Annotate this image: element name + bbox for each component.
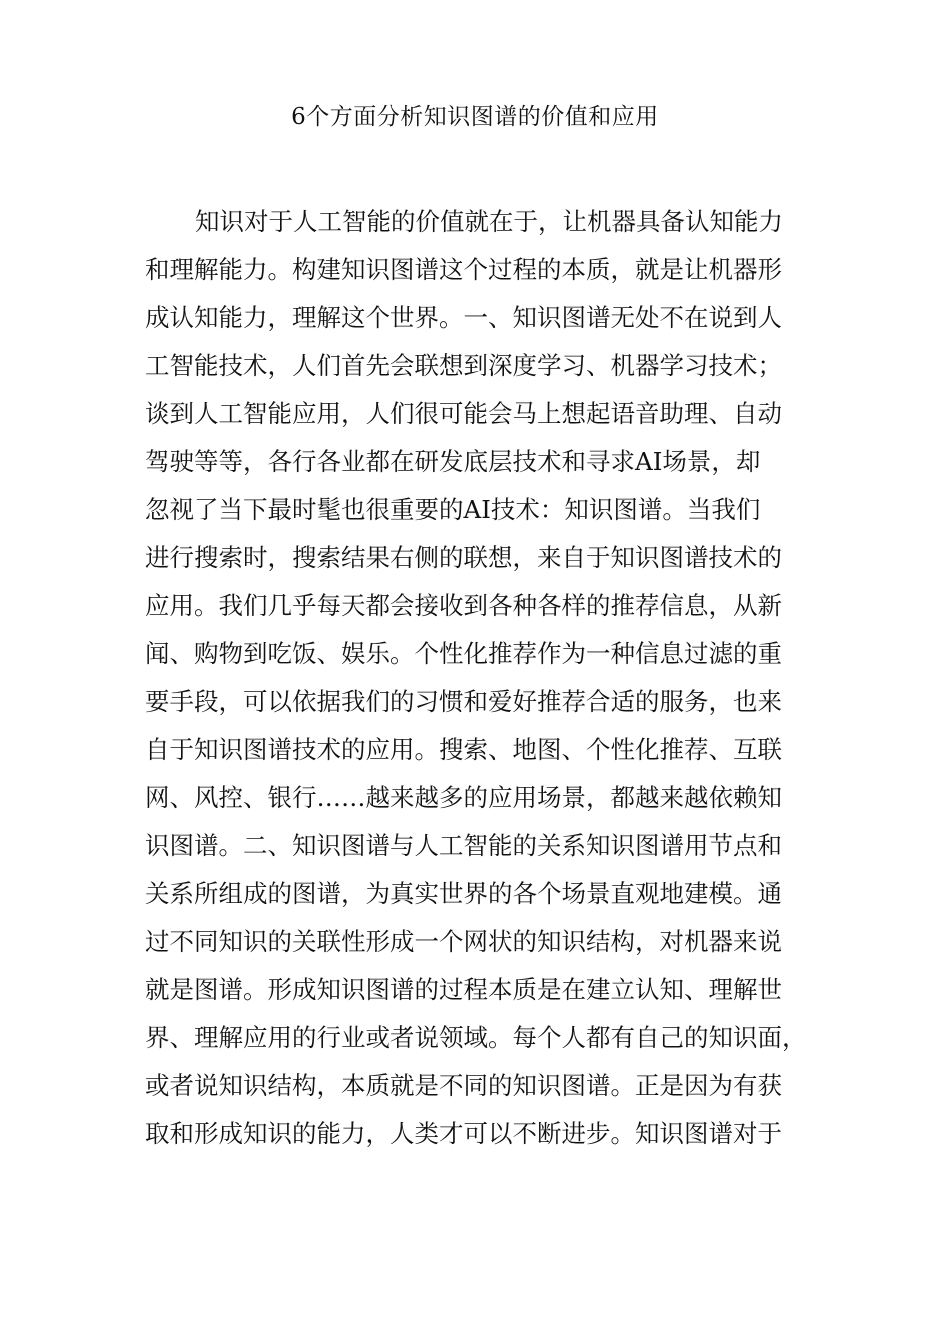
- paragraph-line: 关系所组成的图谱，为真实世界的各个场景直观地建模。通: [145, 879, 782, 908]
- paragraph-line: 谈到人工智能应用，人们很可能会马上想起语音助理、自动: [145, 399, 782, 428]
- paragraph-line: 知识对于人工智能的价值就在于，让机器具备认知能力: [195, 207, 783, 236]
- paragraph-line: 应用。我们几乎每天都会接收到各种各样的推荐信息，从新: [145, 591, 782, 620]
- paragraph-line: 驾驶等等，各行各业都在研发底层技术和寻求AI场景，却: [145, 447, 761, 476]
- paragraph-line: 忽视了当下最时髦也很重要的AI技术：知识图谱。当我们: [145, 495, 761, 524]
- paragraph-line: 过不同知识的关联性形成一个网状的知识结构，对机器来说: [145, 927, 782, 956]
- document-title: 6个方面分析知识图谱的价值和应用: [291, 104, 659, 130]
- paragraph-line: 自于知识图谱技术的应用。搜索、地图、个性化推荐、互联: [145, 735, 782, 764]
- paragraph-line: 界、理解应用的行业或者说领域。每个人都有自己的知识面，: [145, 1023, 807, 1052]
- paragraph-line: 就是图谱。形成知识图谱的过程本质是在建立认知、理解世: [145, 975, 782, 1004]
- paragraph-line: 网、风控、银行……越来越多的应用场景，都越来越依赖知: [145, 783, 782, 812]
- paragraph-line: 闻、购物到吃饭、娱乐。个性化推荐作为一种信息过滤的重: [145, 639, 782, 668]
- paragraph-line: 工智能技术，人们首先会联想到深度学习、机器学习技术；: [145, 351, 782, 380]
- paragraph-line: 要手段，可以依据我们的习惯和爱好推荐合适的服务，也来: [145, 687, 782, 716]
- body-paragraph: [145, 198, 815, 1158]
- paragraph-line: 取和形成知识的能力，人类才可以不断进步。知识图谱对于: [145, 1119, 782, 1148]
- paragraph-line: 识图谱。二、知识图谱与人工智能的关系知识图谱用节点和: [145, 831, 782, 860]
- paragraph-line: 或者说知识结构，本质就是不同的知识图谱。正是因为有获: [145, 1071, 782, 1100]
- paragraph-line: 成认知能力，理解这个世界。一、知识图谱无处不在说到人: [145, 303, 782, 332]
- paragraph-line: 进行搜索时，搜索结果右侧的联想，来自于知识图谱技术的: [145, 543, 782, 572]
- paragraph-line: 和理解能力。构建知识图谱这个过程的本质，就是让机器形: [145, 255, 782, 284]
